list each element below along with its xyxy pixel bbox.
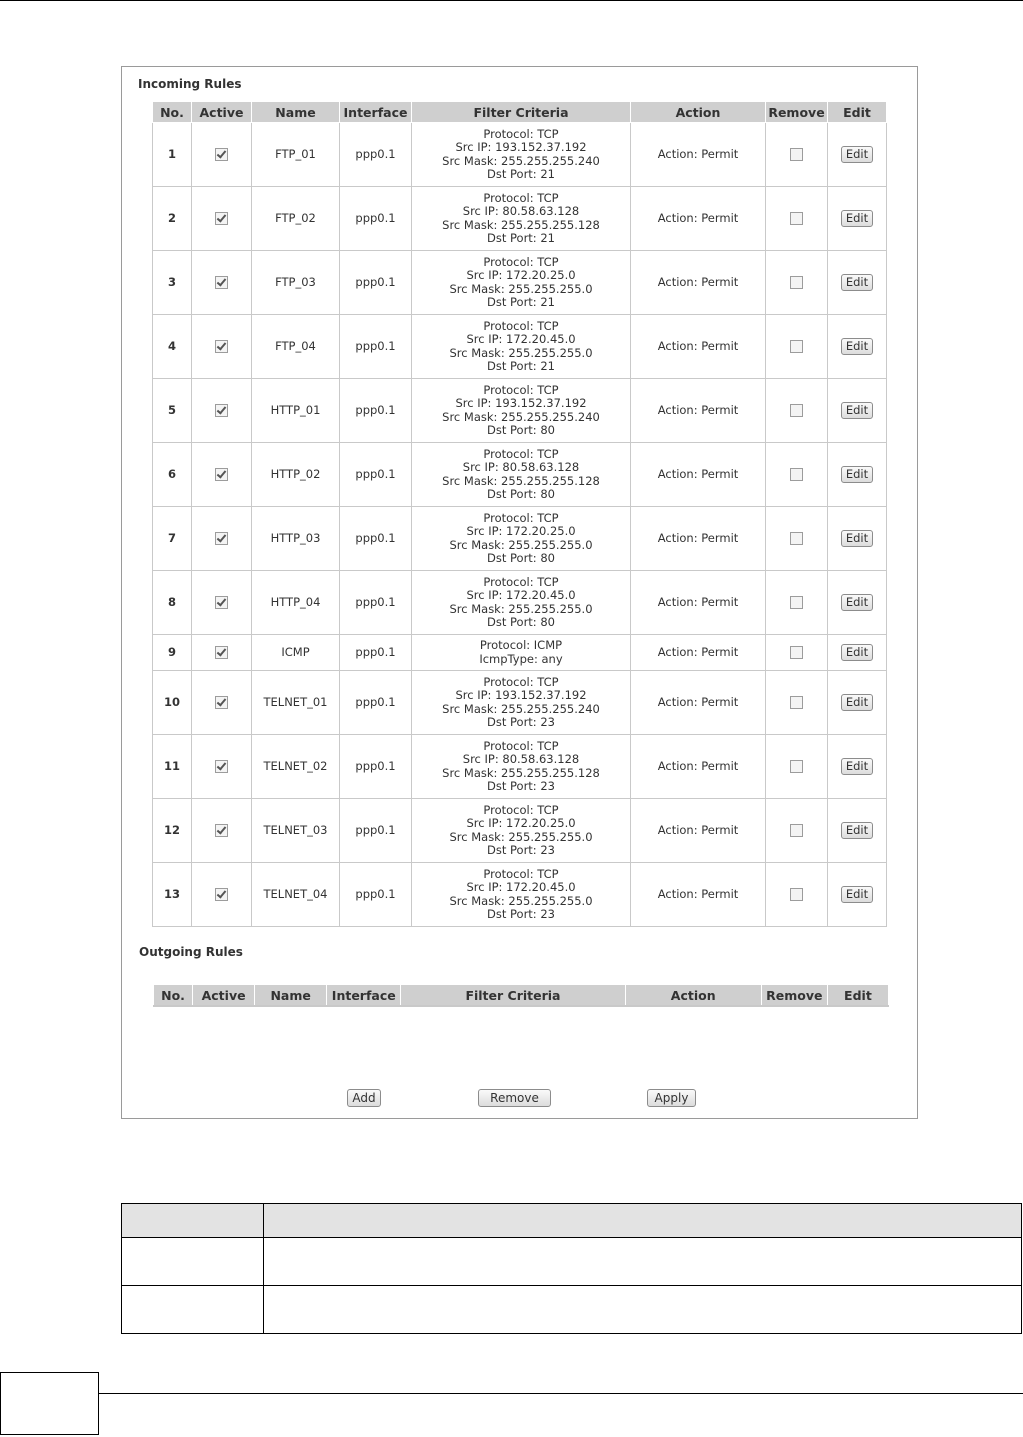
interface-value: ppp0.1: [355, 822, 396, 837]
outgoing-rules-table: [153, 984, 889, 1007]
interface-value: ppp0.1: [355, 644, 396, 659]
interface-cell: [340, 443, 412, 507]
remove-cell: [766, 187, 828, 251]
remove-cell: [766, 251, 828, 315]
edit-button[interactable]: Edit: [841, 594, 873, 611]
criteria-line: Src IP: 80.58.63.128: [462, 460, 580, 474]
edit-cell: [828, 799, 887, 863]
action-cell: [631, 571, 766, 635]
edit-button[interactable]: Edit: [841, 758, 873, 775]
rule-name-cell: [252, 187, 340, 251]
footer-rule: [99, 1393, 1023, 1394]
description-table: [121, 1203, 1022, 1334]
page-number-box: [0, 1372, 99, 1435]
edit-cell: [828, 507, 887, 571]
description-row: [122, 1238, 1022, 1286]
rule-name-cell: [252, 443, 340, 507]
rule-name-cell: [252, 635, 340, 671]
criteria-line: Protocol: TCP: [483, 446, 559, 461]
criteria-line: Src IP: 172.20.45.0: [466, 880, 576, 894]
add-button[interactable]: Add: [347, 1089, 381, 1107]
rule-number: 12: [163, 822, 180, 837]
criteria-line: Src IP: 80.58.63.128: [462, 204, 580, 218]
rule-number-cell: [153, 315, 192, 379]
action-value: Action: Permit: [657, 694, 739, 709]
edit-button[interactable]: Edit: [841, 274, 873, 291]
edit-button[interactable]: Edit: [841, 530, 873, 547]
active-checkbox[interactable]: [215, 760, 228, 773]
rule-number-cell: [153, 379, 192, 443]
rule-name: FTP_01: [275, 146, 316, 161]
active-cell: [192, 571, 252, 635]
description-cell: [264, 1286, 1022, 1334]
active-cell: [192, 507, 252, 571]
edit-button[interactable]: Edit: [841, 338, 873, 355]
action-cell: [631, 799, 766, 863]
interface-cell: [340, 315, 412, 379]
active-cell: [192, 187, 252, 251]
active-checkbox[interactable]: [215, 646, 228, 659]
rule-name: TELNET_03: [263, 822, 328, 837]
table-row: [153, 187, 887, 251]
remove-cell: [766, 315, 828, 379]
col-active-header: Active: [193, 985, 255, 1007]
active-cell: [192, 735, 252, 799]
edit-button[interactable]: Edit: [841, 210, 873, 227]
criteria-line: Protocol: TCP: [483, 738, 559, 753]
table-row: [153, 799, 887, 863]
interface-cell: [340, 671, 412, 735]
interface-value: ppp0.1: [355, 338, 396, 353]
filter-criteria-cell: [412, 799, 631, 863]
filter-criteria-cell: [412, 735, 631, 799]
rule-number-cell: [153, 443, 192, 507]
active-checkbox[interactable]: [215, 532, 228, 545]
col-criteria-header: Filter Criteria: [412, 102, 631, 123]
edit-button[interactable]: Edit: [841, 146, 873, 163]
remove-cell: [766, 571, 828, 635]
rule-name: TELNET_02: [263, 758, 328, 773]
remove-checkbox[interactable]: [790, 404, 803, 417]
col-no-header: No.: [154, 985, 193, 1007]
active-cell: [192, 863, 252, 927]
criteria-line: Protocol: TCP: [483, 254, 559, 269]
col-name-header: Name: [252, 102, 340, 123]
criteria-line: Protocol: TCP: [483, 318, 559, 333]
remove-cell: [766, 379, 828, 443]
action-value: Action: Permit: [657, 402, 739, 417]
rule-name-cell: [252, 379, 340, 443]
col-edit-header: Edit: [828, 102, 887, 123]
edit-cell: [828, 379, 887, 443]
criteria-line: Dst Port: 21: [487, 167, 555, 181]
interface-value: ppp0.1: [355, 274, 396, 289]
table-row: [153, 251, 887, 315]
rule-number: 5: [167, 402, 176, 417]
criteria-line: Protocol: TCP: [483, 802, 559, 817]
remove-checkbox[interactable]: [790, 276, 803, 289]
rule-number-cell: [153, 251, 192, 315]
rule-name-cell: [252, 735, 340, 799]
rule-name: HTTP_02: [270, 466, 321, 481]
remove-checkbox[interactable]: [790, 696, 803, 709]
table-row: [153, 315, 887, 379]
interface-cell: [340, 863, 412, 927]
filter-criteria-cell: [412, 187, 631, 251]
rule-name: ICMP: [281, 644, 310, 659]
interface-value: ppp0.1: [355, 758, 396, 773]
interface-cell: [340, 123, 412, 187]
criteria-line: Src IP: 172.20.25.0: [466, 268, 576, 282]
rule-number: 9: [167, 644, 176, 659]
top-rule: [0, 0, 1023, 1]
criteria-line: Src IP: 172.20.25.0: [466, 524, 576, 538]
rule-number: 11: [163, 758, 180, 773]
rule-name-cell: [252, 571, 340, 635]
apply-button[interactable]: Apply: [647, 1089, 696, 1107]
criteria-line: Dst Port: 80: [487, 615, 555, 629]
edit-cell: [828, 735, 887, 799]
rule-name: HTTP_03: [270, 530, 321, 545]
active-checkbox[interactable]: [215, 888, 228, 901]
action-value: Action: Permit: [657, 530, 739, 545]
filter-criteria-cell: [412, 251, 631, 315]
interface-cell: [340, 251, 412, 315]
action-value: Action: Permit: [657, 338, 739, 353]
action-cell: [631, 735, 766, 799]
table-row: [153, 379, 887, 443]
action-cell: [631, 507, 766, 571]
rule-number-cell: [153, 507, 192, 571]
edit-button[interactable]: Edit: [841, 402, 873, 419]
criteria-line: Src IP: 80.58.63.128: [462, 752, 580, 766]
active-checkbox[interactable]: [215, 340, 228, 353]
action-value: Action: Permit: [657, 886, 739, 901]
criteria-line: Protocol: TCP: [483, 510, 559, 525]
criteria-line: Src Mask: 255.255.255.240: [442, 701, 600, 716]
remove-checkbox[interactable]: [790, 646, 803, 659]
rule-number: 7: [167, 530, 176, 545]
rule-number: 13: [163, 886, 180, 901]
active-checkbox[interactable]: [215, 148, 228, 161]
criteria-line: Dst Port: 23: [487, 843, 555, 857]
interface-value: ppp0.1: [355, 210, 396, 225]
action-value: Action: Permit: [657, 466, 739, 481]
description-cell: [122, 1238, 264, 1286]
remove-checkbox[interactable]: [790, 824, 803, 837]
col-name-header: Name: [255, 985, 327, 1007]
filter-criteria-cell: [412, 635, 631, 671]
edit-button[interactable]: Edit: [841, 644, 873, 661]
criteria-line: Protocol: TCP: [483, 126, 559, 141]
remove-checkbox[interactable]: [790, 340, 803, 353]
incoming-rules-title: Incoming Rules: [138, 77, 242, 91]
table-row: [153, 863, 887, 927]
criteria-line: Src Mask: 255.255.255.128: [442, 473, 600, 488]
action-value: Action: Permit: [657, 274, 739, 289]
rule-number-cell: [153, 671, 192, 735]
rule-number-cell: [153, 571, 192, 635]
action-value: Action: Permit: [657, 822, 739, 837]
rule-name: FTP_04: [275, 338, 316, 353]
edit-button[interactable]: Edit: [841, 466, 873, 483]
criteria-line: Protocol: TCP: [483, 574, 559, 589]
criteria-line: Dst Port: 21: [487, 295, 555, 309]
remove-checkbox[interactable]: [790, 760, 803, 773]
remove-checkbox[interactable]: [790, 212, 803, 225]
edit-cell: [828, 315, 887, 379]
filter-criteria-cell: [412, 379, 631, 443]
edit-cell: [828, 443, 887, 507]
description-cell: [122, 1286, 264, 1334]
criteria-line: IcmpType: any: [479, 651, 563, 666]
criteria-line: Src Mask: 255.255.255.128: [442, 217, 600, 232]
remove-cell: [766, 443, 828, 507]
criteria-line: Src IP: 172.20.45.0: [466, 332, 576, 346]
criteria-line: Src Mask: 255.255.255.240: [442, 409, 600, 424]
active-cell: [192, 635, 252, 671]
col-criteria-header: Filter Criteria: [401, 985, 625, 1007]
edit-cell: [828, 571, 887, 635]
remove-checkbox[interactable]: [790, 532, 803, 545]
criteria-line: Dst Port: 21: [487, 359, 555, 373]
rule-name: TELNET_01: [263, 694, 328, 709]
description-cell: [264, 1238, 1022, 1286]
rule-number-cell: [153, 187, 192, 251]
edit-cell: [828, 251, 887, 315]
remove-checkbox[interactable]: [790, 596, 803, 609]
criteria-line: Dst Port: 23: [487, 907, 555, 921]
col-remove-header: Remove: [761, 985, 827, 1007]
edit-button[interactable]: Edit: [841, 694, 873, 711]
active-checkbox[interactable]: [215, 276, 228, 289]
col-interface-header: Interface: [327, 985, 401, 1007]
rule-number-cell: [153, 799, 192, 863]
active-cell: [192, 315, 252, 379]
rule-number-cell: [153, 635, 192, 671]
filter-criteria-cell: [412, 315, 631, 379]
outgoing-header-row: [154, 985, 889, 1007]
remove-checkbox[interactable]: [790, 148, 803, 161]
criteria-line: Src Mask: 255.255.255.0: [449, 601, 593, 616]
outgoing-rules-title: Outgoing Rules: [139, 945, 243, 959]
criteria-line: Protocol: TCP: [483, 866, 559, 881]
action-value: Action: Permit: [657, 644, 739, 659]
remove-checkbox[interactable]: [790, 888, 803, 901]
remove-cell: [766, 735, 828, 799]
interface-cell: [340, 799, 412, 863]
criteria-line: Dst Port: 23: [487, 779, 555, 793]
criteria-line: Dst Port: 80: [487, 423, 555, 437]
rule-number: 1: [167, 146, 176, 161]
action-cell: [631, 863, 766, 927]
table-row: [153, 507, 887, 571]
interface-cell: [340, 187, 412, 251]
rule-number: 4: [167, 338, 176, 353]
active-checkbox[interactable]: [215, 404, 228, 417]
rule-name-cell: [252, 123, 340, 187]
remove-button[interactable]: Remove: [478, 1089, 551, 1107]
remove-cell: [766, 799, 828, 863]
active-checkbox[interactable]: [215, 468, 228, 481]
interface-cell: [340, 379, 412, 443]
criteria-line: Src IP: 193.152.37.192: [455, 140, 587, 154]
criteria-line: Src Mask: 255.255.255.0: [449, 829, 593, 844]
action-cell: [631, 635, 766, 671]
active-cell: [192, 671, 252, 735]
edit-button[interactable]: Edit: [841, 822, 873, 839]
criteria-line: Src Mask: 255.255.255.0: [449, 537, 593, 552]
criteria-line: Protocol: TCP: [483, 382, 559, 397]
col-no-header: No.: [153, 102, 192, 123]
interface-value: ppp0.1: [355, 694, 396, 709]
description-header-row: [122, 1204, 1022, 1238]
filter-criteria-cell: [412, 671, 631, 735]
rule-number: 6: [167, 466, 176, 481]
table-row: [153, 671, 887, 735]
description-header-cell: [264, 1204, 1022, 1238]
filter-criteria-cell: [412, 123, 631, 187]
edit-cell: [828, 863, 887, 927]
edit-cell: [828, 187, 887, 251]
col-edit-header: Edit: [827, 985, 888, 1007]
rule-name-cell: [252, 507, 340, 571]
rule-name-cell: [252, 251, 340, 315]
description-header-cell: [122, 1204, 264, 1238]
table-row: [153, 635, 887, 671]
rule-name: HTTP_01: [270, 402, 321, 417]
filter-criteria-cell: [412, 863, 631, 927]
col-active-header: Active: [192, 102, 252, 123]
action-cell: [631, 251, 766, 315]
table-row: [153, 571, 887, 635]
edit-cell: [828, 123, 887, 187]
rule-name: HTTP_04: [270, 594, 321, 609]
action-cell: [631, 123, 766, 187]
rule-number: 8: [167, 594, 176, 609]
interface-value: ppp0.1: [355, 594, 396, 609]
criteria-line: Src IP: 193.152.37.192: [455, 688, 587, 702]
active-checkbox[interactable]: [215, 596, 228, 609]
col-remove-header: Remove: [766, 102, 828, 123]
incoming-rules-table: [152, 101, 887, 927]
rule-name: FTP_02: [275, 210, 316, 225]
remove-cell: [766, 863, 828, 927]
incoming-header-row: [153, 102, 887, 123]
interface-cell: [340, 635, 412, 671]
interface-value: ppp0.1: [355, 530, 396, 545]
action-value: Action: Permit: [657, 210, 739, 225]
edit-cell: [828, 671, 887, 735]
interface-cell: [340, 571, 412, 635]
criteria-line: Protocol: ICMP: [479, 638, 563, 652]
rule-name: FTP_03: [275, 274, 316, 289]
col-action-header: Action: [625, 985, 761, 1007]
action-value: Action: Permit: [657, 146, 739, 161]
interface-cell: [340, 507, 412, 571]
rule-name-cell: [252, 799, 340, 863]
criteria-line: Protocol: TCP: [483, 190, 559, 205]
rule-number-cell: [153, 123, 192, 187]
criteria-line: Dst Port: 80: [487, 487, 555, 501]
action-cell: [631, 443, 766, 507]
active-cell: [192, 443, 252, 507]
action-cell: [631, 379, 766, 443]
active-checkbox[interactable]: [215, 824, 228, 837]
table-row: [153, 735, 887, 799]
edit-button[interactable]: Edit: [841, 886, 873, 903]
active-cell: [192, 251, 252, 315]
description-row: [122, 1286, 1022, 1334]
criteria-line: Protocol: TCP: [483, 674, 559, 689]
rule-number: 3: [167, 274, 176, 289]
remove-cell: [766, 635, 828, 671]
criteria-line: Src Mask: 255.255.255.0: [449, 893, 593, 908]
rule-number-cell: [153, 863, 192, 927]
rule-number: 2: [167, 210, 176, 225]
criteria-line: Dst Port: 80: [487, 551, 555, 565]
active-cell: [192, 799, 252, 863]
interface-value: ppp0.1: [355, 466, 396, 481]
criteria-line: Src IP: 172.20.45.0: [466, 588, 576, 602]
criteria-line: Src Mask: 255.255.255.240: [442, 153, 600, 168]
col-action-header: Action: [631, 102, 766, 123]
active-checkbox[interactable]: [215, 696, 228, 709]
active-checkbox[interactable]: [215, 212, 228, 225]
criteria-line: Src Mask: 255.255.255.0: [449, 281, 593, 296]
rule-name-cell: [252, 671, 340, 735]
remove-cell: [766, 671, 828, 735]
active-cell: [192, 123, 252, 187]
action-value: Action: Permit: [657, 758, 739, 773]
criteria-line: Dst Port: 21: [487, 231, 555, 245]
rule-number: 10: [163, 694, 180, 709]
col-interface-header: Interface: [340, 102, 412, 123]
action-value: Action: Permit: [657, 594, 739, 609]
rule-name-cell: [252, 863, 340, 927]
criteria-line: Dst Port: 23: [487, 715, 555, 729]
filter-criteria-cell: [412, 571, 631, 635]
rule-name-cell: [252, 315, 340, 379]
table-row: [153, 123, 887, 187]
interface-value: ppp0.1: [355, 886, 396, 901]
active-cell: [192, 379, 252, 443]
firewall-rules-panel: [121, 66, 918, 1119]
action-cell: [631, 187, 766, 251]
criteria-line: Src IP: 172.20.25.0: [466, 816, 576, 830]
criteria-line: Src Mask: 255.255.255.0: [449, 345, 593, 360]
filter-criteria-cell: [412, 443, 631, 507]
remove-checkbox[interactable]: [790, 468, 803, 481]
action-cell: [631, 315, 766, 379]
filter-criteria-cell: [412, 507, 631, 571]
criteria-line: Src Mask: 255.255.255.128: [442, 765, 600, 780]
edit-cell: [828, 635, 887, 671]
remove-cell: [766, 507, 828, 571]
table-row: [153, 443, 887, 507]
rule-name: TELNET_04: [263, 886, 328, 901]
interface-value: ppp0.1: [355, 402, 396, 417]
rule-number-cell: [153, 735, 192, 799]
criteria-line: Src IP: 193.152.37.192: [455, 396, 587, 410]
action-cell: [631, 671, 766, 735]
remove-cell: [766, 123, 828, 187]
interface-value: ppp0.1: [355, 146, 396, 161]
interface-cell: [340, 735, 412, 799]
